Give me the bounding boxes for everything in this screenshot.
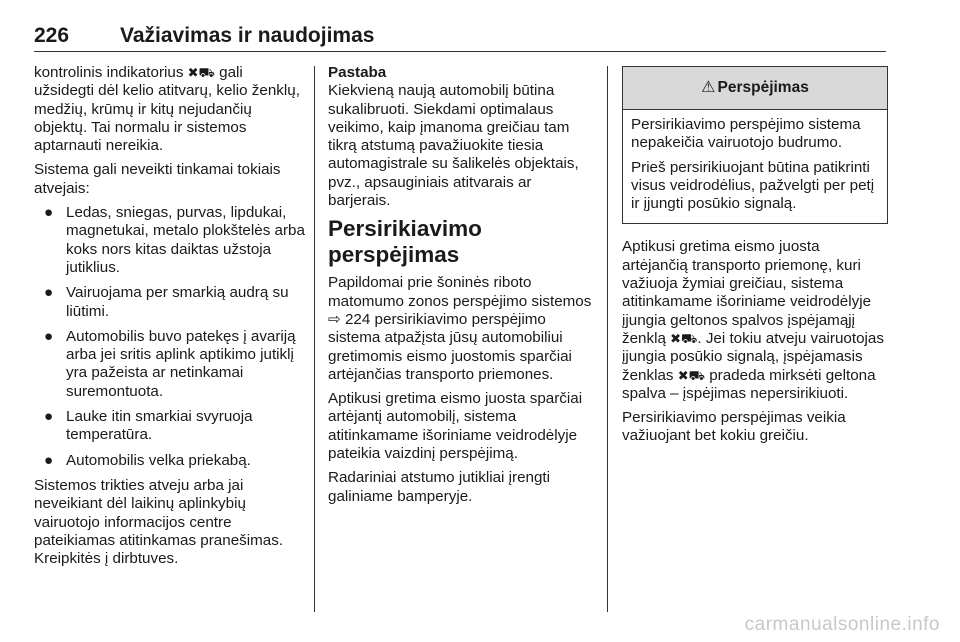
column-divider-left [314,66,315,612]
paragraph: kontrolinis indikatorius ✖⛟ gali užsidegti dėl kelio atitvarų, kelio ženklų, medžių, krūmų ir kitų nejudančių objektų. Tai normalu ir sistemos aptarnauti nereikia. [34,64,300,155]
side-blind-zone-indicator-icon: ✖⛟ [187,65,215,80]
column-left [34,64,306,574]
page-reference[interactable]: 224 [344,310,371,328]
list-item: ● Automobilis buvo patekęs į avariją arba jei sritis aplink aptikimo jutiklį yra pažeista ar netinkamai suremontuota. [44,327,296,400]
paragraph: Radariniai atstumo jutikliai įrengti galiniame bamperyje. [328,469,551,505]
bullet-icon: ● [44,451,54,469]
page-title: Važiavimas ir naudojimas [120,24,375,47]
list-item: ● Ledas, sniegas, purvas, lipdukai, magnetukai, metalo plokštelės arba koks nors kitas daiktas užstoja jutiklius. [44,204,305,276]
bullet-icon: ● [44,327,54,345]
warning-text: Prieš persirikiuojant būtina patikrinti visus veidrodėlius, pažvelgti per petį ir įjungti posūkio signalą. [631,158,875,213]
header-rule [34,51,886,52]
note-text: Kiekvieną naują automobilį būtina sukalibruoti. Siekdami optimalaus veikimo, kaip įmanoma greičiau tam tikrą atstumą pavažiuokite tiesia automagistrale su šalikelės objektais, pvz., apsauginiais atitvarais ar barjerais. [328,82,579,210]
column-divider-right [607,66,608,612]
watermark: carmanualsonline.info [744,614,940,635]
page-reference-icon: ⇨ [328,310,341,328]
bullet-list [34,204,306,470]
paragraph: Sistemos trikties atveju arba jai neveikiant dėl laikinų aplinkybių vairuotojo informacijos centre pateikiamas atitinkamas pranešimas. Kreipkitės į dirbtuves. [34,476,284,568]
warning-title: Perspėjimas [717,78,809,96]
bullet-icon: ● [44,204,54,222]
paragraph: Aptikusi gretima eismo juosta artėjančią transporto priemonę, kuri važiuoja žymiai greičiau, sistema atitinkamame išoriniame veidrodėlyje įjungia geltonos spalvos įspėjamąjį ženklą ✖⛟. Jei tokiu atveju vairuotojas įjungia posūkio signalą, įspėjamasis ženklas ✖⛟ pradeda mirksėti geltona spalva – įspėjimas nepersirikiuoti. [622,238,884,402]
list-item: ● Vairuojama per smarkią audrą su liūtimi. [44,284,289,320]
note-title: Pastaba [328,64,387,81]
warning-text: Persirikiavimo perspėjimo sistema nepakeičia vairuotojo budrumo. [631,116,861,152]
warning-header [623,67,887,110]
paragraph: Persirikiavimo perspėjimas veikia važiuojant bet kokiu greičiu. [622,409,846,445]
warning-triangle-icon: ⚠ [701,78,716,96]
side-blind-zone-indicator-icon: ✖⛟ [670,330,698,346]
warning-body [623,110,887,223]
column-middle [328,64,598,512]
warning-box [622,66,888,224]
page-header [34,24,886,52]
side-blind-zone-indicator-icon: ✖⛟ [677,367,705,383]
column-right [622,66,888,452]
paragraph: Aptikusi gretima eismo juosta sparčiai artėjantį automobilį, sistema atitinkamame išoriniame veidrodėlyje pateikia vaizdinį perspėjimą. [328,390,583,463]
section-heading: Persirikiavimo perspėjimas [328,216,482,268]
list-item: ● Lauke itin smarkiai svyruoja temperatūra. [44,408,253,444]
list-item: ● Automobilis velka priekabą. [44,451,251,469]
page-number: 226 [34,24,70,47]
bullet-icon: ● [44,408,54,426]
paragraph: Sistema gali neveikti tinkamai tokiais atvejais: [34,161,281,197]
paragraph: Papildomai prie šoninės riboto matomumo zonos perspėjimo sistemos ⇨ 224 persirikiavimo perspėjimo sistema atpažįsta jūsų automobiliui gretimomis eismo juostomis sparčiai artėjančias transporto priemones. [328,274,592,383]
bullet-icon: ● [44,284,54,302]
